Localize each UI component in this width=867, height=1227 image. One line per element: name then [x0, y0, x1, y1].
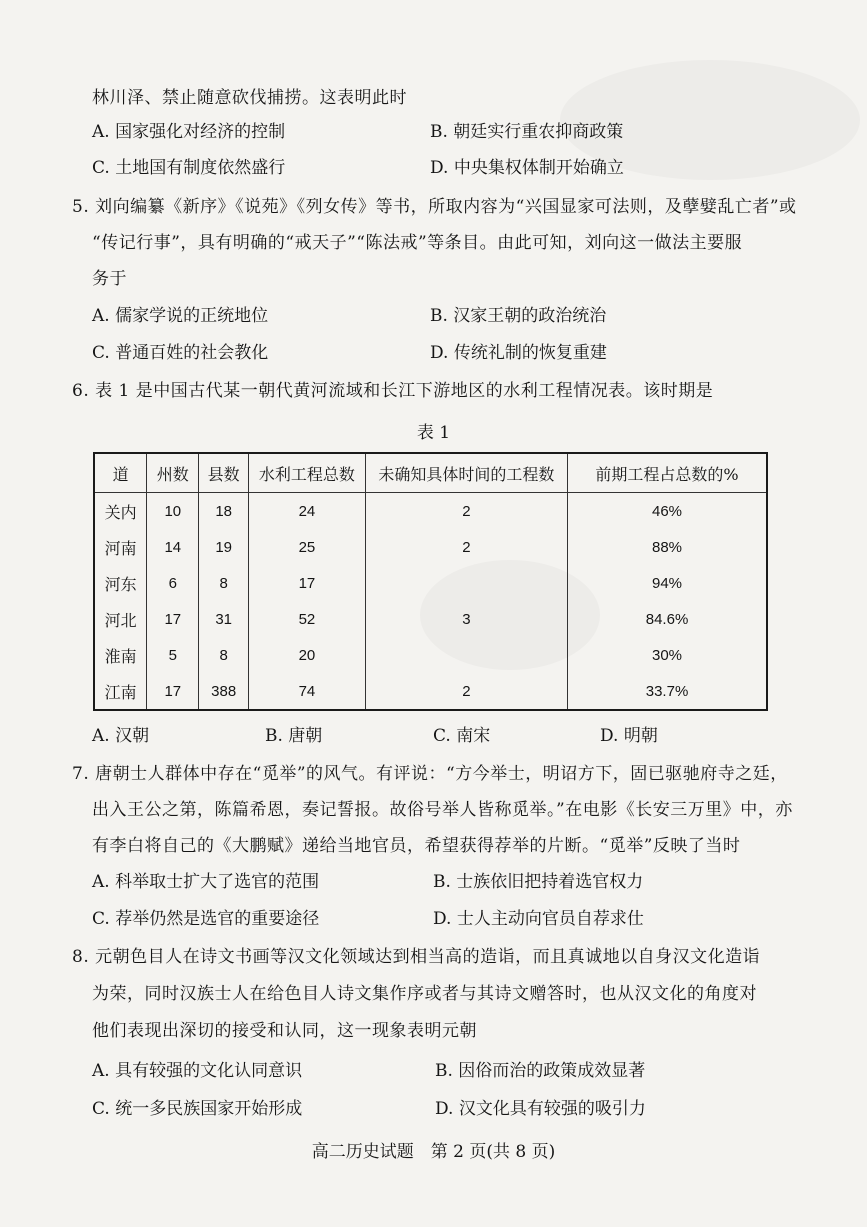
table-cell: 46% [568, 493, 767, 530]
table-cell: 88% [568, 529, 767, 565]
table-cell: 2 [365, 673, 567, 710]
table-header-cell: 未确知具体时间的工程数 [365, 453, 567, 493]
table-cell: 8 [199, 637, 249, 673]
q4-option-c[interactable]: C. 土地国有制度依然盛行 [92, 158, 286, 178]
q4-option-b[interactable]: B. 朝廷实行重农抑商政策 [430, 122, 624, 142]
table-cell: 94% [568, 565, 767, 601]
table-cell: 8 [199, 565, 249, 601]
q5-stem-line1: 5. 刘向编纂《新序》《说苑》《列女传》等书，所取内容为“兴国显家可法则，及孽嬖乱亡者”或 [72, 197, 797, 217]
table-cell: 17 [147, 601, 199, 637]
table-cell: 31 [199, 601, 249, 637]
table-cell: 3 [365, 601, 567, 637]
q7-stem-line1: 7. 唐朝士人群体中存在“觅举”的风气。有评说：“方今举士，明诏方下，固已驱驰府寺之廷， [72, 764, 788, 784]
q4-stem-tail: 林川泽、禁止随意砍伐捕捞。这表明此时 [92, 88, 407, 108]
table-cell: 30% [568, 637, 767, 673]
q8-stem-line2: 为荣，同时汉族士人在给色目人诗文集作序或者与其诗文赠答时，也从汉文化的角度对 [92, 984, 757, 1004]
table-cell [365, 565, 567, 601]
q4-option-d[interactable]: D. 中央集权体制开始确立 [430, 158, 624, 178]
q8-stem-line1: 8. 元朝色目人在诗文书画等汉文化领域达到相当高的造诣，而且真诚地以自身汉文化造诣 [72, 947, 761, 967]
q6-stem: 6. 表 1 是中国古代某一朝代黄河流域和长江下游地区的水利工程情况表。该时期是 [72, 381, 714, 401]
q8-option-b[interactable]: B. 因俗而治的政策成效显著 [435, 1061, 646, 1081]
q7-option-d[interactable]: D. 士人主动向官员自荐求仕 [433, 909, 644, 929]
q6-option-c[interactable]: C. 南宋 [433, 726, 491, 746]
q8-stem-line3: 他们表现出深切的接受和认同，这一现象表明元朝 [92, 1021, 477, 1041]
q7-stem-line3: 有李白将自己的《大鹏赋》递给当地官员，希望获得荐举的片断。“觅举”反映了当时 [92, 836, 741, 856]
q7-option-c[interactable]: C. 荐举仍然是选官的重要途径 [92, 909, 320, 929]
q8-option-a[interactable]: A. 具有较强的文化认同意识 [92, 1061, 303, 1081]
table-row [94, 601, 767, 637]
table-header-cell: 县数 [199, 453, 249, 493]
table-header-cell: 前期工程占总数的% [568, 453, 767, 493]
table-row [94, 637, 767, 673]
table-cell: 17 [249, 565, 366, 601]
q8-option-d[interactable]: D. 汉文化具有较强的吸引力 [435, 1099, 646, 1119]
table-cell: 20 [249, 637, 366, 673]
table-header-row [94, 453, 767, 493]
q7-option-b[interactable]: B. 士族依旧把持着选官权力 [433, 872, 644, 892]
page-footer: 高二历史试题 第 2 页(共 8 页) [311, 1142, 556, 1162]
table-cell: 5 [147, 637, 199, 673]
q6-option-a[interactable]: A. 汉朝 [92, 726, 150, 746]
q7-stem-line2: 出入王公之第，陈篇希恩，奏记誓报。故俗号举人皆称觅举。”在电影《长安三万里》中，亦 [92, 800, 793, 820]
table-row [94, 529, 767, 565]
q5-option-d[interactable]: D. 传统礼制的恢复重建 [430, 343, 607, 363]
q5-stem-line2: “传记行事”，具有明确的“戒天子”“陈法戒”等条目。由此可知，刘向这一做法主要服 [92, 233, 743, 253]
table-cell: 388 [199, 673, 249, 710]
table-cell: 河南 [94, 529, 147, 565]
table-cell: 25 [249, 529, 366, 565]
table-cell: 24 [249, 493, 366, 530]
table-cell: 74 [249, 673, 366, 710]
table-cell: 33.7% [568, 673, 767, 710]
q6-option-d[interactable]: D. 明朝 [600, 726, 658, 746]
table-row [94, 673, 767, 710]
table-cell: 17 [147, 673, 199, 710]
table-cell: 江南 [94, 673, 147, 710]
q8-option-c[interactable]: C. 统一多民族国家开始形成 [92, 1099, 303, 1119]
table-cell: 10 [147, 493, 199, 530]
table-header-cell: 水利工程总数 [249, 453, 366, 493]
table-cell: 河北 [94, 601, 147, 637]
table-cell: 18 [199, 493, 249, 530]
table-cell: 2 [365, 493, 567, 530]
q5-option-b[interactable]: B. 汉家王朝的政治统治 [430, 306, 607, 326]
table-cell: 84.6% [568, 601, 767, 637]
table-cell: 淮南 [94, 637, 147, 673]
q5-stem-line3: 务于 [92, 269, 127, 289]
q5-option-a[interactable]: A. 儒家学说的正统地位 [92, 306, 269, 326]
table-header-cell: 州数 [147, 453, 199, 493]
water-works-table [93, 452, 768, 711]
table-row [94, 493, 767, 530]
table-cell: 2 [365, 529, 567, 565]
q5-option-c[interactable]: C. 普通百姓的社会教化 [92, 343, 269, 363]
table-caption: 表 1 [416, 423, 451, 443]
table-cell: 52 [249, 601, 366, 637]
table-cell: 关内 [94, 493, 147, 530]
q6-option-b[interactable]: B. 唐朝 [265, 726, 323, 746]
q7-option-a[interactable]: A. 科举取士扩大了选官的范围 [92, 872, 320, 892]
table-cell [365, 637, 567, 673]
table-cell: 19 [199, 529, 249, 565]
table-cell: 14 [147, 529, 199, 565]
table-row [94, 565, 767, 601]
q4-option-a[interactable]: A. 国家强化对经济的控制 [92, 122, 286, 142]
table-cell: 6 [147, 565, 199, 601]
table-cell: 河东 [94, 565, 147, 601]
table-header-cell: 道 [94, 453, 147, 493]
